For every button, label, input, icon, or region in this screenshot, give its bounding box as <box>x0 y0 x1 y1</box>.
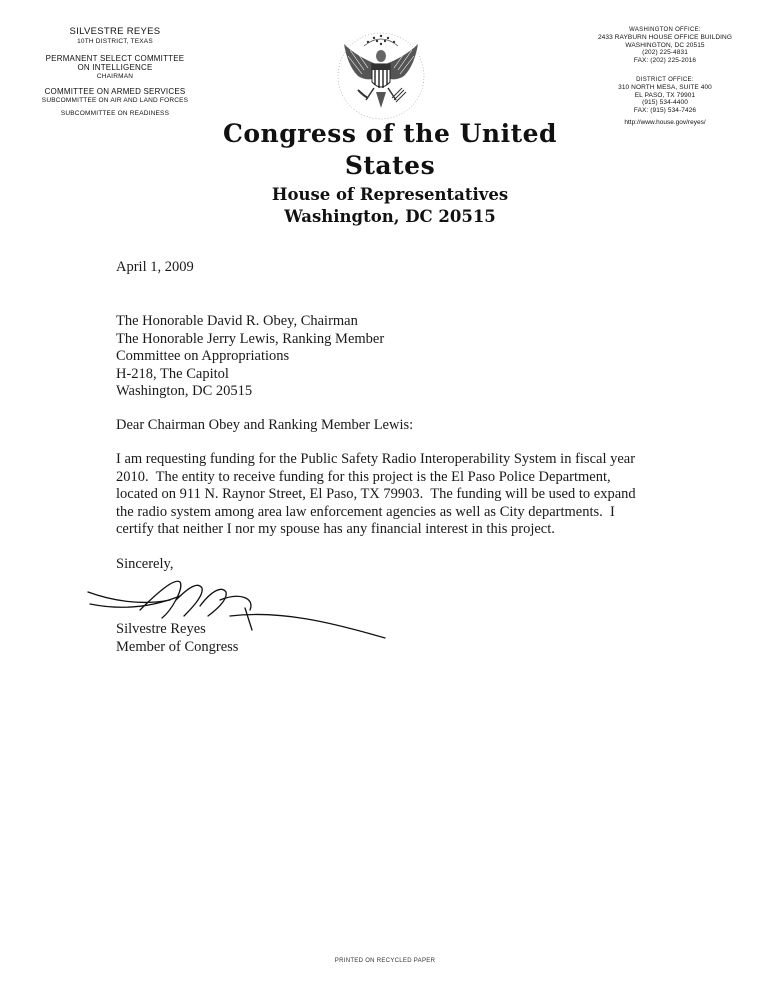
district-office-line: 310 NORTH MESA, SUITE 400 <box>618 84 712 91</box>
letter-date: April 1, 2009 <box>116 259 194 275</box>
subcommittee-readiness: SUBCOMMITTEE ON READINESS <box>60 110 170 117</box>
body-line: the radio system among area law enforcement agencies as well as City departments. I <box>116 503 615 520</box>
salutation: Dear Chairman Obey and Ranking Member Lewis: <box>116 417 414 433</box>
signer-name: Silvestre Reyes <box>116 621 206 637</box>
washington-office-line: 2433 RAYBURN HOUSE OFFICE BUILDING <box>597 34 733 41</box>
great-seal-icon <box>336 30 426 122</box>
district-office-phone: (915) 534-4400 <box>642 99 688 106</box>
addressee-line: The Honorable David R. Obey, Chairman <box>116 313 358 329</box>
washington-office-fax: FAX: (202) 225-2016 <box>633 56 697 64</box>
member-info-block <box>10 26 220 118</box>
committee-armed-services: COMMITTEE ON ARMED SERVICES <box>44 87 186 96</box>
office-info-block <box>575 26 755 126</box>
body-line: 2010. The entity to receive funding for this project is the El Paso Police Department, <box>116 468 611 485</box>
district-office-fax: FAX: (915) 534-7426 <box>633 106 697 114</box>
masthead-address: Washington, DC 20515 <box>284 207 496 226</box>
closing: Sincerely, <box>116 556 174 572</box>
district-office-label: DISTRICT OFFICE: <box>636 77 694 83</box>
masthead-congress: Congress of the United States <box>222 119 558 180</box>
signer-title: Member of Congress <box>116 638 239 655</box>
body-line: I am requesting funding for the Public Safety Radio Interoperability System in fiscal year <box>116 451 636 467</box>
addressee-line: The Honorable Jerry Lewis, Ranking Member <box>116 330 385 347</box>
addressee-line: Committee on Appropriations <box>116 348 290 364</box>
signer-block <box>116 621 238 656</box>
body-line: certify that neither I nor my spouse has any financial interest in this project. <box>116 521 555 537</box>
committee-intelligence-line2: ON INTELLIGENCE <box>77 63 153 72</box>
website-url: http://www.house.gov/reyes/ <box>624 119 706 126</box>
addressee-line: Washington, DC 20515 <box>116 383 253 399</box>
washington-office-line: WASHINGTON, DC 20515 <box>625 41 705 49</box>
district-office-line: EL PASO, TX 79901 <box>634 91 696 99</box>
member-name: SILVESTRE REYES <box>69 26 161 37</box>
body-line: located on 911 N. Raynor Street, El Paso, TX 79903. The funding will be used to expand <box>116 486 636 502</box>
member-district: 10TH DISTRICT, TEXAS <box>77 38 153 45</box>
addressee-block <box>116 313 384 401</box>
committee-intelligence-line1: PERMANENT SELECT COMMITTEE <box>45 54 185 63</box>
letterhead-masthead <box>200 118 580 228</box>
subcommittee-air-land: SUBCOMMITTEE ON AIR AND LAND FORCES <box>41 97 189 104</box>
recycled-paper-note: PRINTED ON RECYCLED PAPER <box>334 958 436 964</box>
washington-office-phone: (202) 225-4831 <box>642 49 688 56</box>
body-paragraph <box>116 451 716 539</box>
washington-office-label: WASHINGTON OFFICE: <box>629 27 701 33</box>
masthead-house: House of Representatives <box>271 185 509 204</box>
addressee-line: H-218, The Capitol <box>116 365 229 382</box>
committee-intelligence-role: CHAIRMAN <box>96 73 134 80</box>
